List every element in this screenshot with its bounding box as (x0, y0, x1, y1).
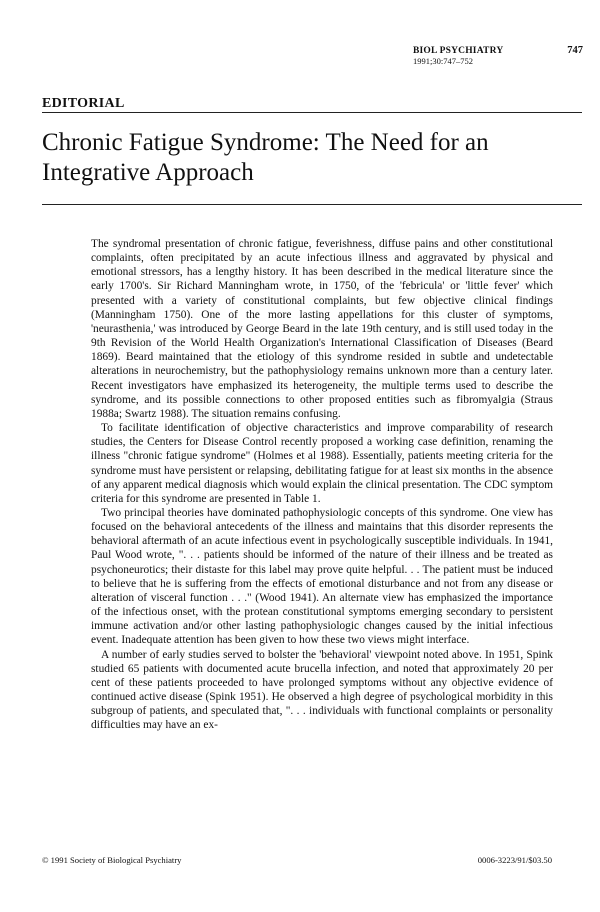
page-footer (42, 855, 552, 865)
section-label: EDITORIAL (42, 96, 125, 111)
paragraph: Two principal theories have dominated pathophysiologic concepts of this syndrome. One view has focused on the behavioral antecedents of the illness and maintains that this disorder represents the behavioral aftermath of an acute infectious event in psychologically susceptible individuals. In 1941, Paul Wood wrote, ". . . patients should be informed of the nature of their illness and be treated as psychoneurotics; their distaste for this label may prove quite helpful. . . The patient must be induced to believe that he is suffering from the effects of emotional disturbance and not from any disease or alteration of visceral function . . ." (Wood 1941). An alternate view has emphasized the importance of the infectious onset, with the protean constitutional symptoms emerging secondary to persistent immune activation and/or other lasting pathophysiologic changes caused by the initial infectious event. Inadequate attention has been given to how these two views might interface. (91, 506, 553, 647)
paragraph: To facilitate identification of objective characteristics and improve comparability of research studies, the Centers for Disease Control recently proposed a working case definition, renaming the illness "chronic fatigue syndrome" (Holmes et al 1988). Essentially, patients meeting criteria for the syndrome must have persistent or relapsing, debilitating fatigue for at least six months in the absence of any apparent medical diagnosis which would explain the clinical presentation. The CDC symptom criteria for this syndrome are presented in Table 1. (91, 422, 553, 505)
journal-citation: 1991;30:747–752 (413, 56, 473, 66)
bottom-rule (42, 204, 582, 205)
journal-header (413, 46, 583, 66)
article-title: Chronic Fatigue Syndrome: The Need for an Integrative Approach (42, 129, 489, 186)
journal-name: BIOL PSYCHIATRY (413, 46, 504, 56)
copyright-notice: © 1991 Society of Biological Psychiatry (42, 855, 182, 865)
page-number: 747 (567, 45, 583, 56)
paragraph: A number of early studies served to bolster the 'behavioral' viewpoint noted above. In 1951, Spink studied 65 patients with documented acute brucella infection, and noted that approximately 20 per cent of these patients proceeded to have prolonged symptoms without any objective evidence of continued active disease (Spink 1951). He observed a high degree of psychological morbidity in this subgroup of patients, and speculated that, ". . . individuals with functional complaints or personality difficulties may have an ex- (91, 648, 553, 732)
journal-line (413, 46, 583, 56)
article-body (91, 237, 553, 732)
issn-price: 0006-3223/91/$03.50 (477, 855, 552, 865)
paragraph: The syndromal presentation of chronic fatigue, feverishness, diffuse pains and other constitutional complaints, often precipitated by an acute infectious illness and aggravated by physical and emotional stressors, has a lengthy history. It has been described in the medical literature since the early 1700's. Sir Richard Manningham wrote, in 1750, of the 'febricula' or 'little fever' which presented with a variety of constitutional complaints, but few objective clinical findings (Manningham 1750). One of the more lasting appellations for this cluster of symptoms, 'neurasthenia,' was introduced by George Beard in the late 19th century, and is still used today in the 9th Revision of the World Health Organization's International Classification of Diseases (Beard 1869). Beard maintained that the etiology of this syndrome resided in subtle and undetectable alterations in neurochemistry, but the pathophysiology remains unknown more than a century later. Recent investigators have emphasized its heterogeneity, the multiple terms used to describe the syndrome, and its possible connections to other proposed entities such as fibromyalgia (Straus 1988a; Swartz 1988). The situation remains confusing. (91, 238, 553, 420)
top-rule (42, 112, 582, 113)
